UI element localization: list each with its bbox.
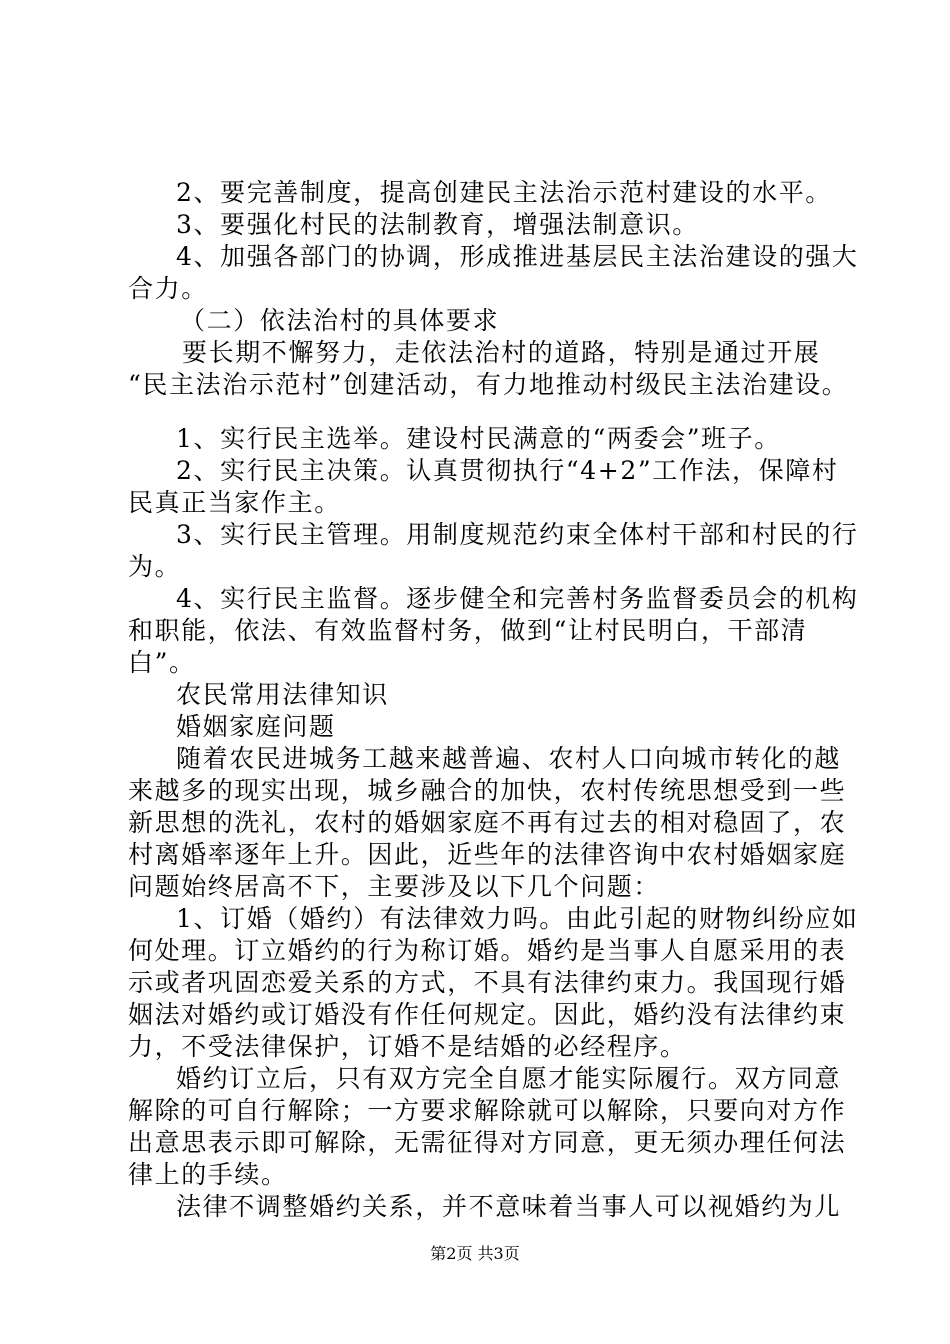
- body-line: 村离婚率逐年上升。因此，近些年的法律咨询中农村婚姻家庭: [128, 840, 847, 869]
- body-line: 示或者巩固恋爱关系的方式，不具有法律约束力。我国现行婚: [128, 968, 847, 997]
- body-line: 要长期不懈努力，走依法治村的道路，特别是通过开展: [182, 338, 821, 367]
- body-line: 1、实行民主选举。建设村民满意的“两委会”班子。: [176, 424, 781, 453]
- body-line: 4、实行民主监督。逐步健全和完善村务监督委员会的机构: [176, 584, 859, 613]
- body-line: 力，不受法律保护，订婚不是结婚的必经程序。: [128, 1032, 687, 1061]
- body-line: 4、加强各部门的协调，形成推进基层民主法治建设的强大: [176, 242, 859, 271]
- body-line: 3、要强化村民的法制教育，增强法制意识。: [176, 210, 699, 239]
- body-line: 解除的可自行解除；一方要求解除就可以解除，只要向对方作: [128, 1096, 847, 1125]
- body-line: 白”。: [128, 648, 196, 677]
- body-line: 问题始终居高不下，主要涉及以下几个问题：: [128, 872, 661, 901]
- body-line: 律上的手续。: [128, 1160, 288, 1189]
- body-line: 来越多的现实出现，城乡融合的加快，农村传统思想受到一些: [128, 776, 847, 805]
- body-line: 婚约订立后，只有双方完全自愿才能实际履行。双方同意: [176, 1064, 842, 1093]
- section-heading: 农民常用法律知识: [176, 680, 389, 709]
- body-line: 2、要完善制度，提高创建民主法治示范村建设的水平。: [176, 178, 832, 207]
- body-line: 3、实行民主管理。用制度规范约束全体村干部和村民的行: [176, 520, 859, 549]
- body-line: 姻法对婚约或订婚没有作任何规定。因此，婚约没有法律约束: [128, 1000, 847, 1029]
- body-line: 民真正当家作主。: [128, 488, 341, 517]
- section-heading: 婚姻家庭问题: [176, 712, 336, 741]
- body-line: 随着农民进城务工越来越普遍、农村人口向城市转化的越: [176, 744, 842, 773]
- body-line: 为。: [128, 552, 182, 581]
- body-line: 1、订婚（婚约）有法律效力吗。由此引起的财物纠纷应如: [176, 904, 859, 933]
- body-line: 法律不调整婚约关系，并不意味着当事人可以视婚约为儿: [176, 1192, 842, 1221]
- body-line: 新思想的洗礼，农村的婚姻家庭不再有过去的相对稳固了，农: [128, 808, 847, 837]
- body-line: 合力。: [128, 274, 208, 303]
- body-line: 2、实行民主决策。认真贯彻执行“4+2”工作法，保障村: [176, 456, 839, 485]
- body-line: “民主法治示范村”创建活动，有力地推动村级民主法治建设。: [128, 370, 849, 399]
- body-line: 何处理。订立婚约的行为称订婚。婚约是当事人自愿采用的表: [128, 936, 847, 965]
- page-number-footer: 第2页 共3页: [430, 1244, 520, 1263]
- body-line: 出意思表示即可解除，无需征得对方同意，更无须办理任何法: [128, 1128, 847, 1157]
- body-line: 和职能，依法、有效监督村务，做到“让村民明白，干部清: [128, 616, 808, 645]
- section-heading: （二）依法治村的具体要求: [180, 306, 500, 335]
